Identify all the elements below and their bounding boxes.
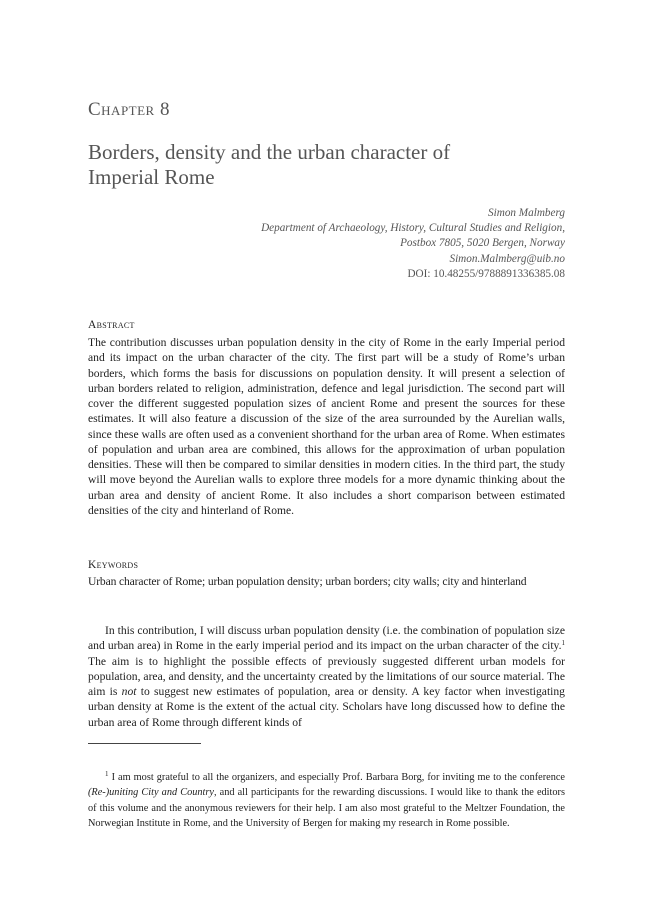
author-name: Simon Malmberg — [488, 207, 565, 219]
chapter-title: Borders, density and the urban character of Imperial Rome — [88, 140, 451, 189]
abstract-text: The contribution discusses urban population density in the city of Rome in the early Imperial period and its impact on the urban character of the city. The first part will be a study of Rome’s urban borders, which forms the basis for discussions on population density. It will present a selection of urban borders related to religion, administration, defence and legal jurisdiction. The second part will cover the different suggested population sizes of ancient Rome and present the sources for these estimates. It will also feature a discussion of the size of the area surrounded by the Aurelian walls, since these walls are often used as a convenient shorthand for the urban area of Rome. When estimates of population and urban area are combined, this allows for the approximation of urban population densities. These will then be compared to similar densities in modern cities. In the third part, the study will move beyond the Aurelian walls to explore three models for a more dynamic thinking about the urban area and density of ancient Rome. It also includes a short comparison between estimated densities of the city and hinterland of Rome. — [88, 336, 565, 517]
footnote — [88, 770, 565, 831]
body-text-3: to suggest new estimates of population, area or density. A key factor when investigating urban density at Rome is the extent of the actual city. Scholars have long discussed how to define the urban area of Rome through different kinds of — [88, 685, 565, 729]
footnote-ref[interactable]: 1 — [561, 639, 565, 648]
abstract-heading: Abstract — [88, 319, 135, 331]
body-emphasis: not — [121, 685, 137, 699]
footnote-number: 1 — [105, 770, 109, 778]
body-paragraph — [88, 623, 565, 730]
keywords-text: Urban character of Rome; urban population density; urban borders; city walls; city and hinterland — [88, 575, 527, 588]
author-email[interactable]: Simon.Malmberg@uib.no — [449, 252, 565, 265]
chapter-label: Chapter 8 — [88, 99, 170, 120]
author-block — [145, 206, 565, 282]
body-text-1: In this contribution, I will discuss urban population density (i.e. the combination of population size and urban area) in Rome in the early imperial period and its impact on the urban character of the city. — [88, 624, 565, 653]
body-text-2: The aim is to highlight the possible effects of previously suggested different urban models for population, area, and density, and the uncertainty created by the limitations of our source material. The aim is — [88, 654, 565, 699]
footnote-rule — [88, 743, 201, 744]
footnote-emphasis: (Re-)uniting City and Country — [88, 787, 214, 799]
keywords-heading: Keywords — [88, 559, 139, 571]
author-address: Postbox 7805, 5020 Bergen, Norway — [400, 237, 565, 250]
author-affiliation: Department of Archaeology, History, Cultural Studies and Religion, — [261, 222, 565, 235]
doi[interactable]: DOI: 10.48255/9788891336385.08 — [407, 267, 565, 280]
footnote-text-1: I am most grateful to all the organizers, and especially Prof. Barbara Borg, for inviting me to the conference — [111, 772, 566, 783]
footnote-text-2: , and all participants for the rewarding discussions. I would like to thank the editors of this volume and the anonymous reviewers for their help. I am also most grateful to the Meltzer Foundation, the Norwegian Institute in Rome, and the University of Bergen for making my research in Rome possible. — [88, 787, 565, 829]
